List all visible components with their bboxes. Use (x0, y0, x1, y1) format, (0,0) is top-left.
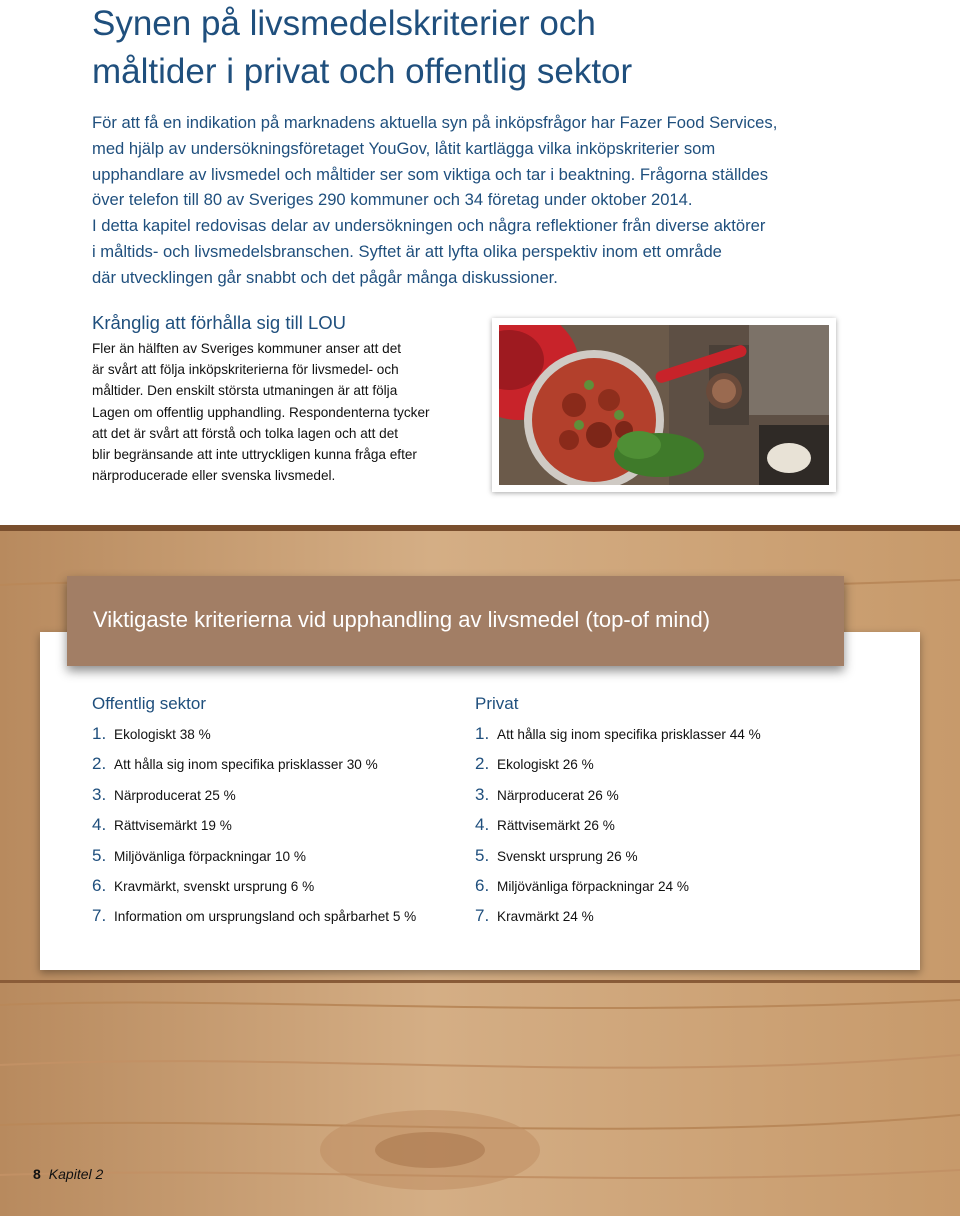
list-item (92, 844, 492, 874)
rank-text: Ekologiskt 26 % (497, 757, 594, 773)
rank-text: Svenskt ursprung 26 % (497, 848, 638, 864)
food-illustration (499, 325, 829, 485)
list-item (475, 752, 875, 782)
rank-number: 5. (475, 845, 490, 865)
body-line: att det är svårt att förstå och tolka lagen och att det (92, 425, 399, 441)
banner-title: Viktigaste kriterierna vid upphandling av livsmedel (top-of mind) (93, 607, 711, 632)
intro-line: över telefon till 80 av Sveriges 290 kommuner och 34 företag under oktober 2014. (92, 190, 693, 210)
body-line: Lagen om offentlig upphandling. Respondenterna tycker (92, 404, 430, 420)
rank-number: 1. (475, 724, 490, 743)
rank-number: 4. (475, 815, 490, 835)
rank-text: Närproducerat 25 % (114, 787, 236, 803)
criteria-banner (67, 576, 844, 666)
intro-line: där utvecklingen går snabbt och det pågår många diskussioner. (92, 267, 558, 287)
body-line: Fler än hälften av Sveriges kommuner anser att det (92, 341, 402, 356)
rank-text: Ekologiskt 38 % (114, 727, 211, 742)
rank-text: Att hålla sig inom specifika prisklasser 30 % (114, 757, 378, 773)
rank-number: 3. (92, 784, 107, 804)
rank-number: 2. (475, 754, 490, 774)
list-item (92, 813, 492, 843)
chapter-label: Kapitel 2 (48, 1166, 104, 1182)
list-item (92, 904, 492, 934)
page-title (92, 0, 912, 96)
list-item (92, 722, 492, 752)
rank-number: 6. (92, 875, 107, 895)
list-item (92, 752, 492, 782)
rank-text: Miljövänliga förpackningar 24 % (497, 878, 689, 894)
rank-text: Kravmärkt 24 % (497, 909, 594, 925)
list-item (475, 844, 875, 874)
private-sector-column (475, 692, 875, 935)
body-line: måltider. Den enskilt största utmaningen är att följa (92, 383, 398, 399)
intro-line: med hjälp av undersökningsföretaget YouGov, låtit kartlägga vilka inköpskriterier som (92, 138, 716, 158)
rank-text: Rättvisemärkt 26 % (497, 818, 615, 834)
public-sector-title: Offentlig sektor (92, 694, 207, 713)
section-body (92, 338, 462, 486)
rank-number: 7. (475, 906, 490, 926)
private-sector-list (475, 722, 875, 935)
rank-text: Närproducerat 26 % (497, 787, 619, 803)
intro-paragraph (92, 110, 830, 291)
rank-number: 4. (92, 815, 107, 835)
list-item (92, 783, 492, 813)
rank-text: Rättvisemärkt 19 % (114, 818, 232, 834)
list-item (92, 874, 492, 904)
rank-text: Kravmärkt, svenskt ursprung 6 % (114, 878, 315, 894)
section-heading: Krånglig att förhålla sig till LOU (92, 312, 346, 333)
private-sector-title: Privat (475, 694, 519, 713)
page-number: 8 (33, 1166, 41, 1182)
public-sector-column (92, 692, 492, 935)
page-title-line: Synen på livsmedelskriterier och (92, 4, 596, 43)
list-item (475, 904, 875, 934)
public-sector-list (92, 722, 492, 935)
food-photo (492, 318, 836, 492)
list-item (475, 722, 875, 752)
body-line: är svårt att följa inköpskriterierna för livsmedel- och (92, 362, 399, 378)
list-item (475, 813, 875, 843)
page-footer (33, 1165, 103, 1183)
list-item (475, 874, 875, 904)
page-title-line: måltider i privat och offentlig sektor (92, 52, 633, 91)
rank-number: 7. (92, 906, 107, 926)
body-line: blir begränsande att inte uttryckligen kunna fråga efter (92, 447, 417, 463)
rank-number: 5. (92, 845, 107, 865)
rank-number: 1. (92, 724, 107, 743)
rank-number: 2. (92, 754, 107, 774)
rank-text: Information om ursprungsland och spårbarhet 5 % (114, 909, 417, 925)
list-item (475, 783, 875, 813)
intro-line: upphandlare av livsmedel och måltider ser som viktiga och tar i beaktning. Frågorna ställdes (92, 164, 769, 184)
rank-text: Miljövänliga förpackningar 10 % (114, 848, 306, 864)
intro-line: För att få en indikation på marknadens aktuella syn på inköpsfrågor har Fazer Food Services, (92, 113, 778, 132)
rank-text: Att hålla sig inom specifika prisklasser 44 % (497, 727, 761, 742)
body-line: närproducerade eller svenska livsmedel. (92, 468, 336, 484)
rank-number: 3. (475, 784, 490, 804)
intro-line: I detta kapitel redovisas delar av undersökningen och några reflektioner från diverse aktörer (92, 216, 766, 236)
intro-line: i måltids- och livsmedelsbranschen. Syftet är att lyfta olika perspektiv inom ett område (92, 241, 722, 261)
rank-number: 6. (475, 875, 490, 895)
